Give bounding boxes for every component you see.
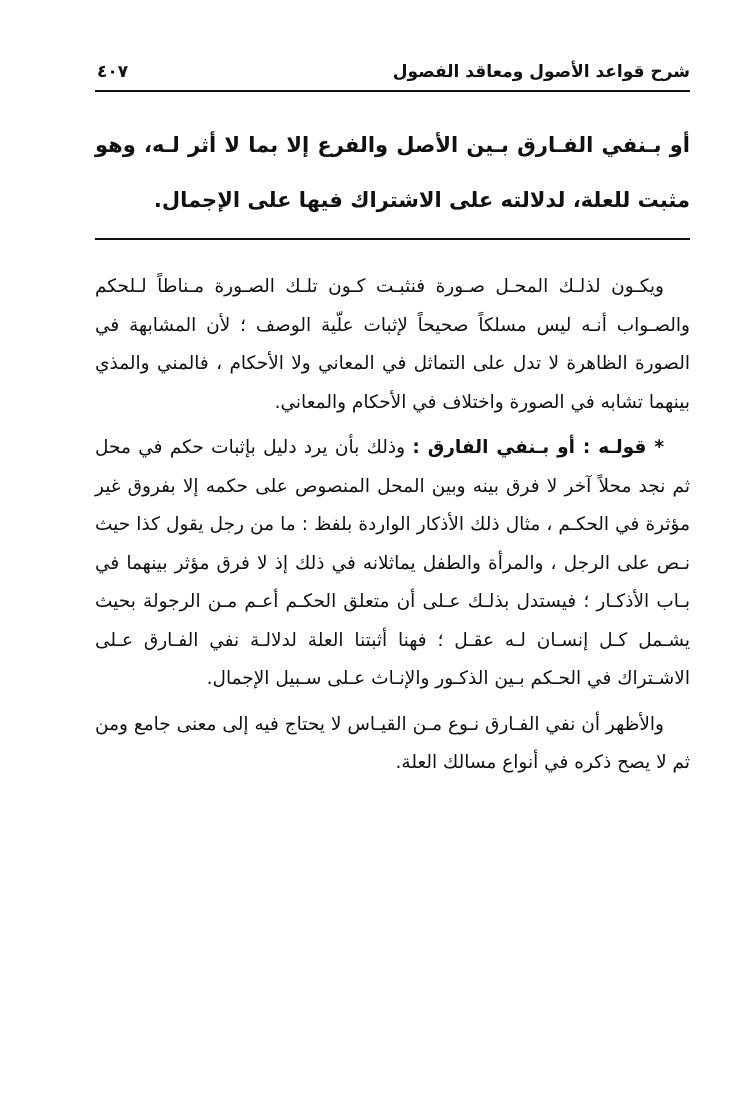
paragraph-2-lead: * قولـه : أو بـنفي الفارق : (412, 437, 664, 458)
commentary (95, 268, 690, 790)
matn-text: أو بـنفي الفـارق بـين الأصل والفرع إلا بما لا أثر لـه، وهو مثبت للعلة، لدلالته على الاشتراك فيها على الإجمال. (95, 133, 690, 212)
running-header (95, 62, 690, 92)
paragraph-1: ويكـون لذلـك المحـل صـورة فنثبـت كـون تلـك الصـورة مـناطاً لـلحكم والصـواب أنـه ليس مسلكاً صحيحاً لإثبات علّية الوصف ؛ لأن المشابهة في الصورة الظاهرة لا تدل على التماثل في المعاني ولا الأحكام ، فالمني والمذي بينهما تشابه في الصورة واختلاف في الأحكام والمعاني. (95, 276, 690, 413)
paragraph-2 (95, 429, 690, 699)
paragraph-3: والأظهر أن نفي الفـارق نـوع مـن القيـاس لا يحتاج فيه إلى معنى جامع ومن ثم لا يصح ذكره في أنواع مسالك العلة. (95, 713, 690, 773)
separator-rule (95, 238, 690, 240)
paragraph-2-body: وذلك بأن يرد دليل بإثبات حكم في محل ثم نجد محلاً آخر لا فرق بينه وبين المحل المنصوص على حكمه إلا بفروق غير مؤثرة في الحكـم ، مثال ذلك الأذكار الواردة بلفظ : ما من رجل يقول كذا حيث نـص على الرجل ، والمرأة والطفل يماثلانه في ذلك إذ لا فرق مؤثر بينهما في بـاب الأذكـار ؛ فيستدل بذلـك عـلى أن متعلق الحكـم أعـم مـن الرجولة بحيث يشـمل كـل إنسـان لـه عقـل ؛ فهنا أثبتنا العلة لدلالـة نفي الفـارق عـلى الاشـتراك في الحـكم بـين الذكـور والإنـاث عـلى سـبيل الإجمال. (95, 437, 690, 689)
page-number: ٤٠٧ (97, 62, 129, 82)
header-title: شرح قواعد الأصول ومعاقد الفصول (392, 62, 690, 82)
